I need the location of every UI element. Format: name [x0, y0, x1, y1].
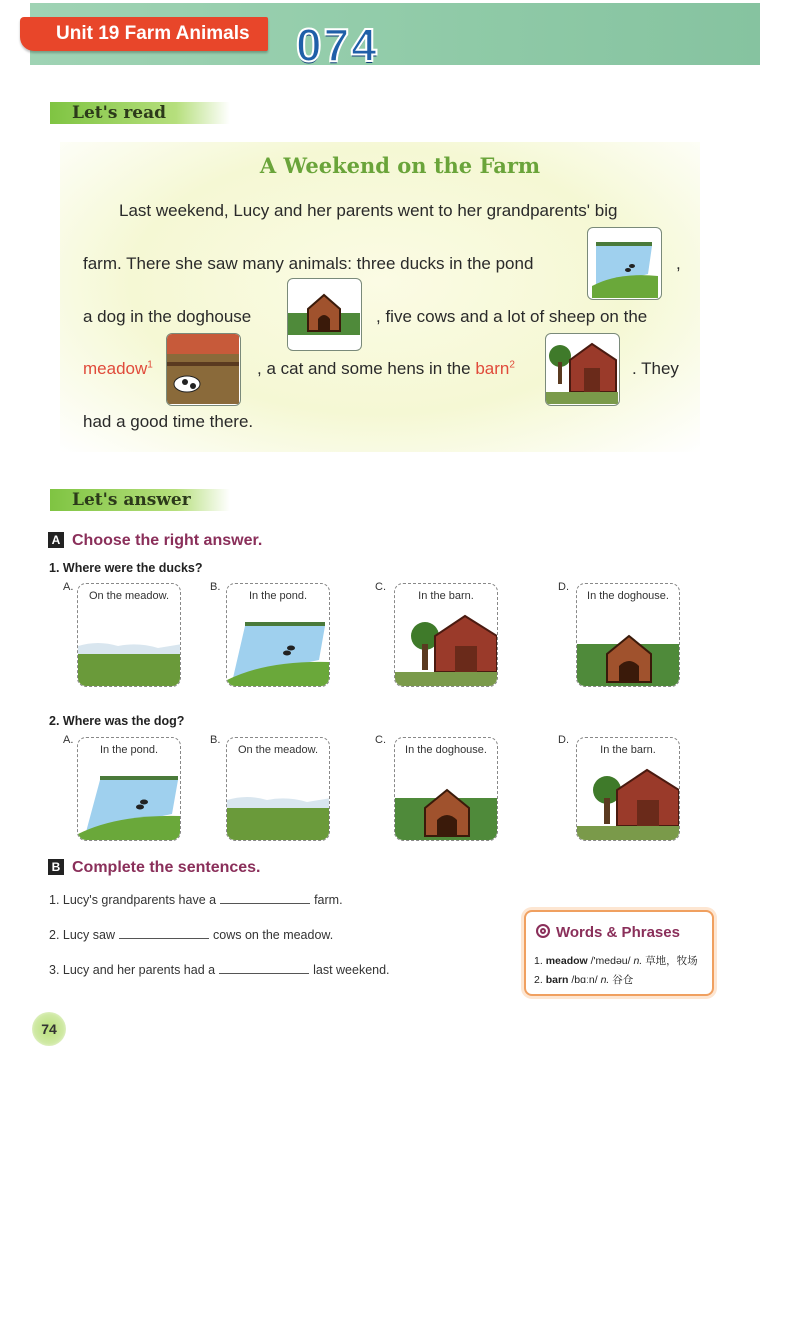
- q1-option-a[interactable]: [77, 583, 181, 687]
- q1-option-c-letter: C.: [375, 581, 386, 593]
- q2-option-a-letter: A.: [63, 734, 74, 746]
- sentence-3-blank[interactable]: [219, 961, 309, 974]
- word-2-num: 2.: [534, 974, 543, 986]
- words-phrases-heading: [536, 924, 680, 941]
- story-title: A Weekend on the Farm: [259, 153, 541, 178]
- word-1-phonetic: /'medəu/: [590, 955, 631, 967]
- q2-option-c-letter: C.: [375, 734, 386, 746]
- q2-option-c-caption: In the doghouse.: [405, 744, 487, 756]
- words-phrases-box: [524, 910, 714, 996]
- q1-option-c[interactable]: [394, 583, 498, 687]
- page-code: 074: [296, 19, 379, 71]
- q1-option-b-caption: In the pond.: [248, 590, 308, 602]
- page-number: 74: [32, 1012, 66, 1046]
- pond-picture: [587, 227, 662, 300]
- q2-option-a-caption: In the pond.: [99, 744, 159, 756]
- story-word-meadow: [83, 359, 153, 379]
- part-b-badge: B: [48, 859, 64, 875]
- doghouse-picture: [395, 784, 498, 840]
- pond-picture: [78, 770, 181, 840]
- words-phrases-title: Words & Phrases: [556, 924, 680, 941]
- part-b-heading: [48, 859, 261, 877]
- word-item-barn: [534, 972, 633, 987]
- sentence-3-before: 3. Lucy and her parents had a: [49, 963, 216, 977]
- meadow-cow-picture: [166, 333, 241, 406]
- q1-option-d[interactable]: [576, 583, 680, 687]
- sentence-3-after: last weekend.: [313, 963, 390, 977]
- q2-option-b-letter: B.: [210, 734, 221, 746]
- q1-option-c-caption: In the barn.: [418, 590, 474, 602]
- word-2-meaning: 谷仓: [612, 974, 634, 986]
- word-1-word: meadow: [545, 955, 588, 967]
- meadow-footnote: 1: [147, 359, 153, 371]
- story-line-4: [257, 359, 515, 379]
- q2-option-c[interactable]: [394, 737, 498, 841]
- q2-option-a[interactable]: [77, 737, 181, 841]
- story-they: . They: [632, 359, 679, 378]
- part-a-heading: [48, 532, 262, 550]
- meadow-picture: [78, 626, 181, 686]
- part-a-title: Choose the right answer.: [72, 532, 263, 549]
- q1-option-d-letter: D.: [558, 581, 569, 593]
- q1-option-a-caption: On the meadow.: [88, 590, 170, 602]
- q2-option-d[interactable]: [576, 737, 680, 841]
- barn-footnote: 2: [509, 359, 515, 371]
- story-line-3a: a dog in the doghouse: [83, 307, 252, 326]
- q1-option-b-letter: B.: [210, 581, 221, 593]
- barn-picture: [545, 333, 620, 406]
- sentence-2-before: 2. Lucy saw: [49, 928, 116, 942]
- sentence-2-after: cows on the meadow.: [213, 928, 334, 942]
- sentence-2: [49, 926, 333, 942]
- part-a-badge: A: [48, 532, 64, 548]
- q1-option-a-letter: A.: [63, 581, 74, 593]
- meadow-word: meadow: [83, 359, 148, 378]
- q1-option-b[interactable]: [226, 583, 330, 687]
- sentence-1-after: farm.: [314, 893, 343, 907]
- word-1-pos: n.: [633, 955, 643, 967]
- lets-answer-ribbon: Let's answer: [50, 489, 230, 511]
- barn-word: barn: [475, 359, 510, 378]
- sentence-2-blank[interactable]: [119, 926, 209, 939]
- part-b-title: Complete the sentences.: [72, 859, 261, 876]
- meadow-picture: [227, 780, 330, 840]
- doghouse-picture: [287, 278, 362, 351]
- story-comma: ,: [676, 254, 681, 273]
- story-line-1: Last weekend, Lucy and her parents went to her grandparents' big: [119, 201, 618, 220]
- sentence-1-blank[interactable]: [220, 891, 310, 904]
- unit-title: Unit 19 Farm Animals: [20, 17, 268, 51]
- q2-option-b[interactable]: [226, 737, 330, 841]
- question-1: 1. Where were the ducks?: [49, 561, 203, 575]
- q2-option-d-caption: In the barn.: [600, 744, 656, 756]
- word-1-meaning: 草地，牧场: [645, 955, 698, 967]
- sentence-1-before: 1. Lucy's grandparents have a: [49, 893, 217, 907]
- barn-picture: [577, 760, 680, 840]
- story-line-5: had a good time there.: [83, 412, 254, 431]
- q2-option-b-caption: On the meadow.: [237, 744, 319, 756]
- lets-read-ribbon: Let's read: [50, 102, 230, 124]
- question-2: 2. Where was the dog?: [49, 714, 185, 728]
- q2-option-d-letter: D.: [558, 734, 569, 746]
- word-item-meadow: [534, 953, 698, 968]
- word-2-word: barn: [545, 974, 569, 986]
- story-line-4-text: , a cat and some hens in the: [257, 359, 471, 378]
- story-line-2: farm. There she saw many animals: three ducks in the pond: [83, 254, 534, 273]
- word-2-phonetic: /bɑːn/: [571, 974, 598, 986]
- q1-option-d-caption: In the doghouse.: [587, 590, 669, 602]
- sentence-3: [49, 961, 390, 977]
- story-line-3b: , five cows and a lot of sheep on the: [376, 307, 648, 326]
- word-1-num: 1.: [534, 955, 543, 967]
- pond-picture: [227, 616, 330, 686]
- sentence-1: [49, 891, 343, 907]
- word-2-pos: n.: [600, 974, 610, 986]
- doghouse-picture: [577, 630, 680, 686]
- barn-picture: [395, 606, 498, 686]
- target-icon: [536, 924, 550, 938]
